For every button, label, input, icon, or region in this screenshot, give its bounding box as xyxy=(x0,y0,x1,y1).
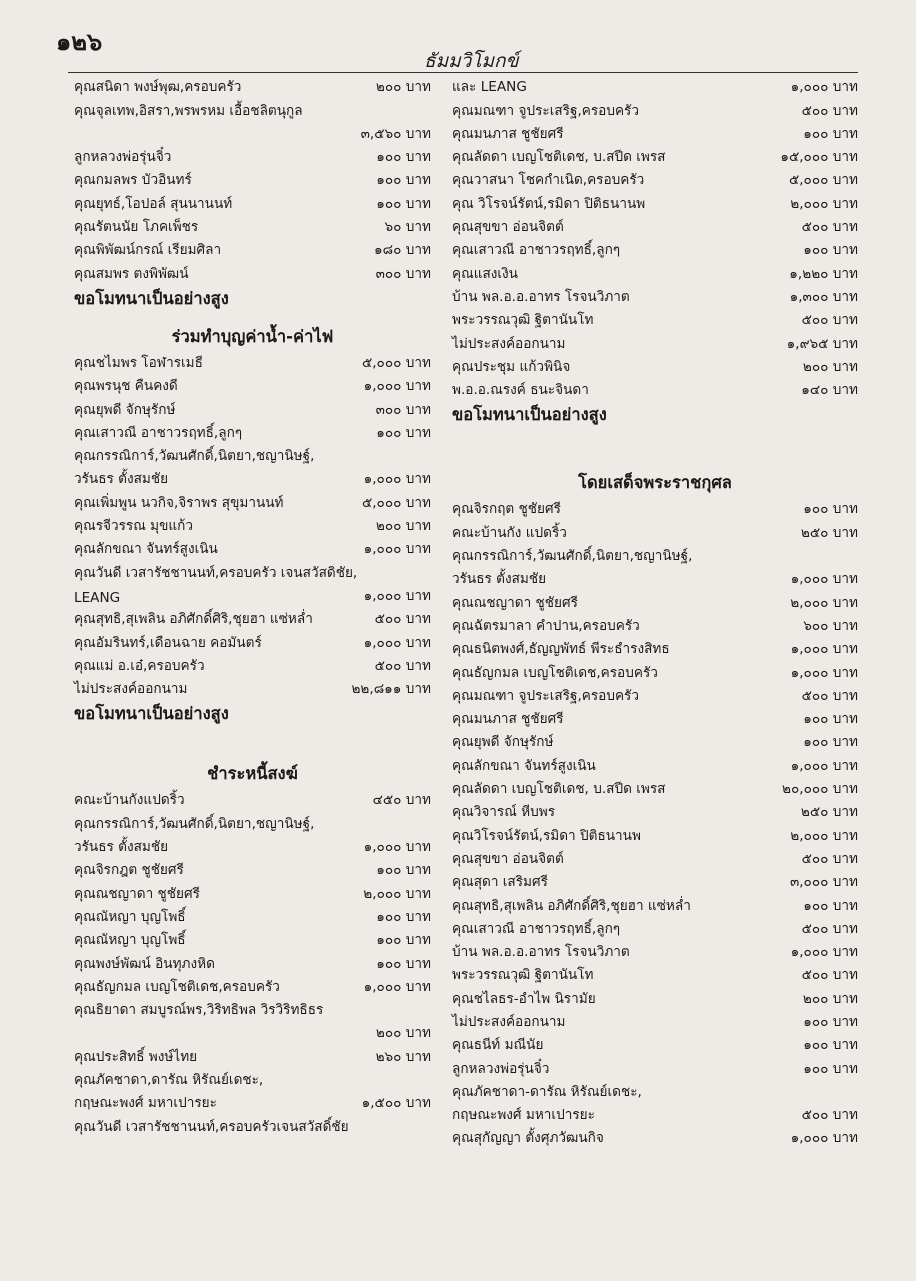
donor-name: LEANG xyxy=(74,589,121,606)
donation-amount: ๕,๐๐๐ บาท xyxy=(361,354,431,371)
journal-title: ธัมมวิโมกข์ xyxy=(424,50,519,72)
donor-name: ไม่ประสงค์ออกนาม xyxy=(452,335,566,352)
donation-amount: ๑๐๐ บาท xyxy=(803,242,858,259)
donation-amount: ๑,๐๐๐ บาท xyxy=(790,757,858,774)
donor-name: บ้าน พล.อ.อ.อาทร โรจนวิภาต xyxy=(452,288,630,305)
donor-name: คุณกรรณิการ์,วัฒนศักดิ์,นิตยา,ชญานิษฐ์, xyxy=(452,548,693,565)
donor-name: คณะบ้านกังแปดริ้ว xyxy=(74,792,185,809)
donor-row xyxy=(74,606,431,629)
donor-name: บ้าน พล.อ.อ.อาทร โรจนวิภาต xyxy=(452,944,630,961)
donation-amount: ๑,๓๐๐ บาท xyxy=(789,288,858,305)
donation-amount: ๑๐๐ บาท xyxy=(376,932,431,949)
donation-amount: ๕๐๐ บาท xyxy=(374,611,431,628)
donor-row xyxy=(74,513,431,536)
donor-row xyxy=(452,752,858,775)
donor-row xyxy=(74,214,431,237)
donor-row xyxy=(452,683,858,706)
donor-row xyxy=(452,237,858,260)
thanks-heading: ขอโมทนาเป็นอย่างสูง xyxy=(452,405,607,425)
donor-name: คุณยุพดี จักษุรักษ์ xyxy=(452,734,554,751)
donor-name: ไม่ประสงค์ออกนาม xyxy=(452,1013,566,1030)
donation-amount: ๑๔๐ บาท xyxy=(801,382,858,399)
donation-amount: ๕๐๐ บาท xyxy=(801,219,858,236)
thanks-heading: ขอโมทนาเป็นอย่างสูง xyxy=(74,704,229,724)
donor-row xyxy=(452,706,858,729)
donor-name: คุณจิรกฤต ชูชัยศรี xyxy=(452,501,561,518)
donor-name: คุณจุลเทพ,อิสรา,พรพรหม เอื้อชลิตนุกูล xyxy=(74,102,303,119)
donor-name: วรันธร ตั้งสมชัย xyxy=(74,839,169,856)
donor-row xyxy=(74,974,431,997)
donor-name: คุณณชญาดา ชูชัยศรี xyxy=(74,885,200,902)
donor-row xyxy=(452,1079,858,1102)
donation-amount: ๑๐๐ บาท xyxy=(803,711,858,728)
thanks-heading: ขอโมทนาเป็นอย่างสูง xyxy=(74,288,229,308)
donor-row xyxy=(74,167,431,190)
donor-name: คุณฉัตรมาลา คำปาน,ครอบครัว xyxy=(452,617,640,634)
donor-name: คุณณัหญา บุญโพธิ์ xyxy=(74,932,186,949)
donation-amount: ๑๐๐ บาท xyxy=(803,125,858,142)
donor-row xyxy=(74,787,431,810)
donor-name: ไม่ประสงค์ออกนาม xyxy=(74,681,188,698)
donor-row xyxy=(74,190,431,213)
donation-amount: ๑๐๐ บาท xyxy=(376,172,431,189)
donor-name: คุณเสาวณี อาชาวรฤทธิ์,ลูกๆ xyxy=(452,242,621,259)
donor-row xyxy=(452,1125,858,1148)
donor-row xyxy=(452,144,858,167)
donor-row xyxy=(74,880,431,903)
donor-row xyxy=(452,636,858,659)
right-column xyxy=(452,74,858,1148)
donor-row xyxy=(74,997,431,1020)
donor-row xyxy=(74,1043,431,1066)
header-divider xyxy=(68,72,858,73)
donation-amount: ๒๐๐ บาท xyxy=(375,518,431,535)
donor-row xyxy=(452,543,858,566)
donor-name: คุณจิรกฎต ชูชัยศรี xyxy=(74,862,184,879)
donor-row xyxy=(452,354,858,377)
donor-name: คุณประสิทธิ์ พงษ์ไทย xyxy=(74,1048,198,1065)
donor-list-continued xyxy=(452,74,858,400)
donor-name: คุณเพิ่มพูน นวกิจ,จิราพร สุขุมานนท์ xyxy=(74,494,284,511)
donor-name: คุณธัญกมล เบญโชติเดช,ครอบครัว xyxy=(74,978,280,995)
donor-row xyxy=(452,1102,858,1125)
donor-row xyxy=(452,659,858,682)
donor-name: คุณสุทธิ,สุเพลิน อภิศักดิ์ศิริ,ชุยฮา แซ่หล่ำ xyxy=(452,897,691,914)
donation-amount: ๑,๐๐๐ บาท xyxy=(363,541,431,558)
donor-name: กฤษณะพงศ์ มหาเปารยะ xyxy=(452,1107,595,1124)
donation-amount: ๒๐๐ บาท xyxy=(802,358,858,375)
donor-row xyxy=(74,810,431,833)
donor-row xyxy=(74,653,431,676)
donation-amount: ๖๐ บาท xyxy=(384,219,431,236)
donor-list-water-electric xyxy=(74,350,431,699)
donor-row xyxy=(74,676,431,699)
donor-name: คุณสุทธิ,สุเพลิน อภิศักดิ์ศิริ,ชุยฮา แซ่หล่ำ xyxy=(74,611,313,628)
donor-row xyxy=(74,237,431,260)
donor-name: คุณเสาวณี อาชาวรฤทธิ์,ลูกๆ xyxy=(74,424,243,441)
donor-row xyxy=(74,74,431,97)
donor-name: คุณพิพัฒน์กรณ์ เรียมศิลา xyxy=(74,242,222,259)
donation-amount: ๖๐๐ บาท xyxy=(803,617,858,634)
donor-row xyxy=(452,330,858,353)
donation-amount: ๓๐๐ บาท xyxy=(375,265,431,282)
donor-row xyxy=(74,1020,431,1043)
donation-amount: ๑,๐๐๐ บาท xyxy=(790,944,858,961)
donation-amount: ๒๕๐ บาท xyxy=(800,524,858,541)
donor-list-sangha-debt xyxy=(74,787,431,1136)
donation-amount: ๒๕๐ บาท xyxy=(800,804,858,821)
donation-amount: ๑,๐๐๐ บาท xyxy=(363,839,431,856)
left-column xyxy=(74,74,431,1137)
donor-row xyxy=(452,74,858,97)
donation-amount: ๑,๐๐๐ บาท xyxy=(363,634,431,651)
donor-name: คุณมณฑา จูประเสริฐ,ครอบครัว xyxy=(452,687,639,704)
donation-amount: ๑,๕๐๐ บาท xyxy=(361,1095,431,1112)
donor-row xyxy=(74,1067,431,1090)
donor-name: คุณวิจารณ์ หีบพร xyxy=(452,804,556,821)
donor-name: คุณพรนุช คืนคงดี xyxy=(74,378,178,395)
donor-name: คุณภัคชาดา-ดารัณ หิรัณย์เดชะ, xyxy=(452,1083,642,1100)
donor-name: คุณลักขณา จันทร์สูงเนิน xyxy=(74,541,218,558)
donation-amount: ๓๐๐ บาท xyxy=(375,401,431,418)
donor-name: คุณยุพดี จักษุรักษ์ xyxy=(74,401,176,418)
donor-name: ลูกหลวงพ่อรุ่นจิ๋ว xyxy=(74,149,172,166)
donation-amount: ๒,๐๐๐ บาท xyxy=(363,885,431,902)
donor-row xyxy=(452,284,858,307)
donor-name: คุณธนีท์ มณีนัย xyxy=(452,1037,544,1054)
donor-row xyxy=(74,583,431,606)
donation-amount: ๒,๐๐๐ บาท xyxy=(790,827,858,844)
donor-name: คุณภัคชาดา,ดารัณ หิรัณย์เดชะ, xyxy=(74,1071,264,1088)
donor-row xyxy=(74,1090,431,1113)
donation-amount: ๑๐๐ บาท xyxy=(803,734,858,751)
donor-row xyxy=(452,1009,858,1032)
donor-row xyxy=(452,985,858,1008)
donation-amount: ๑,๒๒๐ บาท xyxy=(789,265,858,282)
donation-amount: ๕๐๐ บาท xyxy=(374,657,431,674)
donor-row xyxy=(74,121,431,144)
donor-name: พระวรรณวุฒิ ฐิตานันโท xyxy=(452,967,594,984)
donor-name: คุณชไมพร โอฬารเมธี xyxy=(74,354,203,371)
donation-amount: ๕๐๐ บาท xyxy=(801,1107,858,1124)
donor-name: คุณ วิโรจน์รัตน์,รมิดา ปิติธนานพ xyxy=(452,195,646,212)
donor-name: คณะบ้านกัง แปดริ้ว xyxy=(452,524,567,541)
donation-amount: ๑,๐๐๐ บาท xyxy=(363,378,431,395)
section-title-royal-merit: โดยเสด็จพระราชกุศล xyxy=(578,473,732,493)
donation-amount: ๑๐๐ บาท xyxy=(803,1060,858,1077)
donor-name: คุณกรรณิการ์,วัฒนศักดิ์,นิตยา,ชญานิษฐ์, xyxy=(74,448,315,465)
donor-row xyxy=(74,629,431,652)
donation-amount: ๕๐๐ บาท xyxy=(801,967,858,984)
donation-amount: ๑๐๐ บาท xyxy=(376,149,431,166)
donation-amount: ๕๐๐ บาท xyxy=(801,850,858,867)
donor-name: กฤษณะพงศ์ มหาเปารยะ xyxy=(74,1095,217,1112)
donation-amount: ๒,๐๐๐ บาท xyxy=(790,195,858,212)
donor-name: คุณกมลพร บัวอินทร์ xyxy=(74,172,192,189)
donor-row xyxy=(452,846,858,869)
donor-row xyxy=(452,377,858,400)
donor-row xyxy=(74,1113,431,1136)
donor-row xyxy=(452,496,858,519)
donor-row xyxy=(74,927,431,950)
donation-amount: ๑๐๐ บาท xyxy=(803,1013,858,1030)
donor-row xyxy=(452,613,858,636)
donor-name: คุณสนิดา พงษ์พุฒ,ครอบครัว xyxy=(74,79,242,96)
donation-amount: ๒๐๐ บาท xyxy=(375,79,431,96)
donor-row xyxy=(74,834,431,857)
donation-amount: ๒๒,๘๑๑ บาท xyxy=(351,681,431,698)
donor-row xyxy=(452,97,858,120)
donor-name: คุณแม่ อ.เอ๋,ครอบครัว xyxy=(74,657,205,674)
donation-amount: ๒๖๐ บาท xyxy=(375,1048,431,1065)
donation-amount: ๑,๐๐๐ บาท xyxy=(790,641,858,658)
donor-name: คุณรจีวรรณ มุขแก้ว xyxy=(74,518,194,535)
donor-name: คุณลักขณา จันทร์สูงเนิน xyxy=(452,757,596,774)
donor-name: และ LEANG xyxy=(452,79,527,96)
donor-row xyxy=(452,799,858,822)
donor-list-royal-merit xyxy=(452,496,858,1148)
donation-amount: ๑,๐๐๐ บาท xyxy=(790,1130,858,1147)
donor-row xyxy=(74,350,431,373)
donation-amount: ๕๐๐ บาท xyxy=(801,687,858,704)
donation-amount: ๑๐๐ บาท xyxy=(803,1037,858,1054)
donation-amount: ๑,๐๐๐ บาท xyxy=(790,79,858,96)
donation-amount: ๔๕๐ บาท xyxy=(372,792,431,809)
donation-amount: ๑๐๐ บาท xyxy=(376,908,431,925)
donor-row xyxy=(452,916,858,939)
donor-row xyxy=(452,869,858,892)
donor-name: คุณกรรณิการ์,วัฒนศักดิ์,นิตยา,ชญานิษฐ์, xyxy=(74,815,315,832)
page-number: ๑๒๖ xyxy=(56,28,103,56)
donor-row xyxy=(74,373,431,396)
donor-name: คุณณชญาดา ชูชัยศรี xyxy=(452,594,578,611)
donation-amount: ๑๐๐ บาท xyxy=(803,501,858,518)
donor-row xyxy=(74,97,431,120)
donor-row xyxy=(74,420,431,443)
donor-row xyxy=(74,396,431,419)
donor-name: ลูกหลวงพ่อรุ่นจิ๋ว xyxy=(452,1060,550,1077)
donor-list-general xyxy=(74,74,431,284)
donor-row xyxy=(74,857,431,880)
donation-amount: ๑๐๐ บาท xyxy=(376,195,431,212)
donation-amount: ๑๘๐ บาท xyxy=(374,242,431,259)
donor-row xyxy=(452,892,858,915)
donor-row xyxy=(74,260,431,283)
donor-row xyxy=(452,776,858,799)
donor-name: คุณธนิตพงศ์,ธัญญพัทธ์ พีระธำรงสิทธ xyxy=(452,641,670,658)
donor-name: คุณสุขขา อ่อนจิตต์ xyxy=(452,219,564,236)
donation-amount: ๕,๐๐๐ บาท xyxy=(788,172,858,189)
donor-row xyxy=(452,729,858,752)
donor-row xyxy=(74,904,431,927)
donation-amount: ๑๐๐ บาท xyxy=(376,955,431,972)
donation-amount: ๑๐๐ บาท xyxy=(376,424,431,441)
donor-row xyxy=(452,962,858,985)
section-title-water-electric: ร่วมทำบุญค่าน้ำ-ค่าไฟ xyxy=(171,326,334,346)
donor-row xyxy=(452,1055,858,1078)
donor-row xyxy=(452,307,858,330)
donor-name: คุณอัมรินทร์,เดือนฉาย คอมันตร์ xyxy=(74,634,262,651)
donor-name: คุณยุทธ์,โอปอล์ สุนนานนท์ xyxy=(74,195,233,212)
donation-amount: ๓,๕๖๐ บาท xyxy=(360,125,431,142)
donor-row xyxy=(452,260,858,283)
donor-name: คุณสุดา เสริมศรี xyxy=(452,874,548,891)
donation-amount: ๕,๐๐๐ บาท xyxy=(361,494,431,511)
donor-row xyxy=(452,121,858,144)
donor-row xyxy=(74,443,431,466)
donor-name: คุณมณฑา จูประเสริฐ,ครอบครัว xyxy=(452,102,639,119)
donor-row xyxy=(452,1032,858,1055)
donor-row xyxy=(452,822,858,845)
donor-name: คุณวันดี เวสารัชชานนท์,ครอบครัวเจนสวัสดิ์ชัย xyxy=(74,1118,349,1135)
donation-amount: ๒๐๐ บาท xyxy=(802,990,858,1007)
donation-amount: ๑,๐๐๐ บาท xyxy=(790,571,858,588)
donation-amount: ๑,๐๐๐ บาท xyxy=(790,664,858,681)
donor-name: คุณมนภาส ชูชัยศรี xyxy=(452,711,564,728)
donation-amount: ๑,๙๖๕ บาท xyxy=(786,335,858,352)
donor-name: คุณลัดดา เบญโชติเดช, บ.สปีด เพรส xyxy=(452,149,666,166)
donor-row xyxy=(74,466,431,489)
donor-name: วรันธร ตั้งสมชัย xyxy=(74,471,169,488)
donor-row xyxy=(74,950,431,973)
donor-name: คุณสุขขา อ่อนจิตต์ xyxy=(452,850,564,867)
donor-row xyxy=(452,519,858,542)
donor-row xyxy=(74,489,431,512)
donation-amount: ๓,๐๐๐ บาท xyxy=(789,874,858,891)
donor-name: คุณธิยาดา สมบูรณ์พร,วิริทธิพล วิรวิริทธิธร xyxy=(74,1002,324,1019)
donation-amount: ๕๐๐ บาท xyxy=(801,920,858,937)
donor-name: คุณณัหญา บุญโพธิ์ xyxy=(74,908,186,925)
donation-amount: ๕๐๐ บาท xyxy=(801,102,858,119)
donation-amount: ๑,๐๐๐ บาท xyxy=(363,471,431,488)
donor-name: คุณเสาวณี อาชาวรฤทธิ์,ลูกๆ xyxy=(452,920,621,937)
donor-row xyxy=(452,566,858,589)
donor-row xyxy=(452,190,858,213)
donor-name: พระวรรณวุฒิ ฐิตานันโท xyxy=(452,312,594,329)
donor-name: คุณพงษ์พัฒน์ อินทุภงหิด xyxy=(74,955,215,972)
donor-name: คุณชไลธร-อำไพ นิรามัย xyxy=(452,990,596,1007)
donor-name: วรันธร ตั้งสมชัย xyxy=(452,571,547,588)
donation-amount: ๒,๐๐๐ บาท xyxy=(790,594,858,611)
donor-name: คุณสุกัญญา ตั้งศุภวัฒนกิจ xyxy=(452,1130,604,1147)
donation-amount: ๕๐๐ บาท xyxy=(801,312,858,329)
donation-amount: ๑๕,๐๐๐ บาท xyxy=(780,149,858,166)
donor-name: พ.อ.อ.ณรงค์ ธนะจินดา xyxy=(452,382,589,399)
section-title-sangha-debt: ชำระหนี้สงฆ์ xyxy=(207,764,298,784)
donation-amount: ๑,๐๐๐ บาท xyxy=(363,587,431,604)
donor-name: คุณธัญกมล เบญโชติเดช,ครอบครัว xyxy=(452,664,658,681)
donor-name: คุณวาสนา โชคกำเนิด,ครอบครัว xyxy=(452,172,645,189)
donor-row xyxy=(452,167,858,190)
donor-name: คุณแสงเงิน xyxy=(452,265,518,282)
donor-name: คุณลัดดา เบญโชติเดช, บ.สปีด เพรส xyxy=(452,781,666,798)
donor-name: คุณวิโรจน์รัตน์,รมิดา ปิติธนานพ xyxy=(452,827,641,844)
donor-row xyxy=(74,144,431,167)
donation-amount: ๒๐,๐๐๐ บาท xyxy=(781,781,858,798)
donor-name: คุณรัตนนัย โภคเพ็ชร xyxy=(74,219,199,236)
donation-amount: ๑๐๐ บาท xyxy=(803,897,858,914)
donor-name: คุณประชุม แก้วพินิจ xyxy=(452,358,571,375)
donation-amount: ๑,๐๐๐ บาท xyxy=(363,978,431,995)
donor-row xyxy=(452,589,858,612)
donor-row xyxy=(74,536,431,559)
donor-row xyxy=(74,559,431,582)
donor-name: คุณมนภาส ชูชัยศรี xyxy=(452,125,564,142)
donor-name: คุณวันดี เวสารัชชานนท์,ครอบครัว เจนสวัสดิชัย, xyxy=(74,564,358,581)
donation-amount: ๑๐๐ บาท xyxy=(376,862,431,879)
donation-amount: ๒๐๐ บาท xyxy=(375,1025,431,1042)
donor-row xyxy=(452,939,858,962)
donor-row xyxy=(452,214,858,237)
donor-name: คุณสมพร ตงพิพัฒน์ xyxy=(74,265,189,282)
